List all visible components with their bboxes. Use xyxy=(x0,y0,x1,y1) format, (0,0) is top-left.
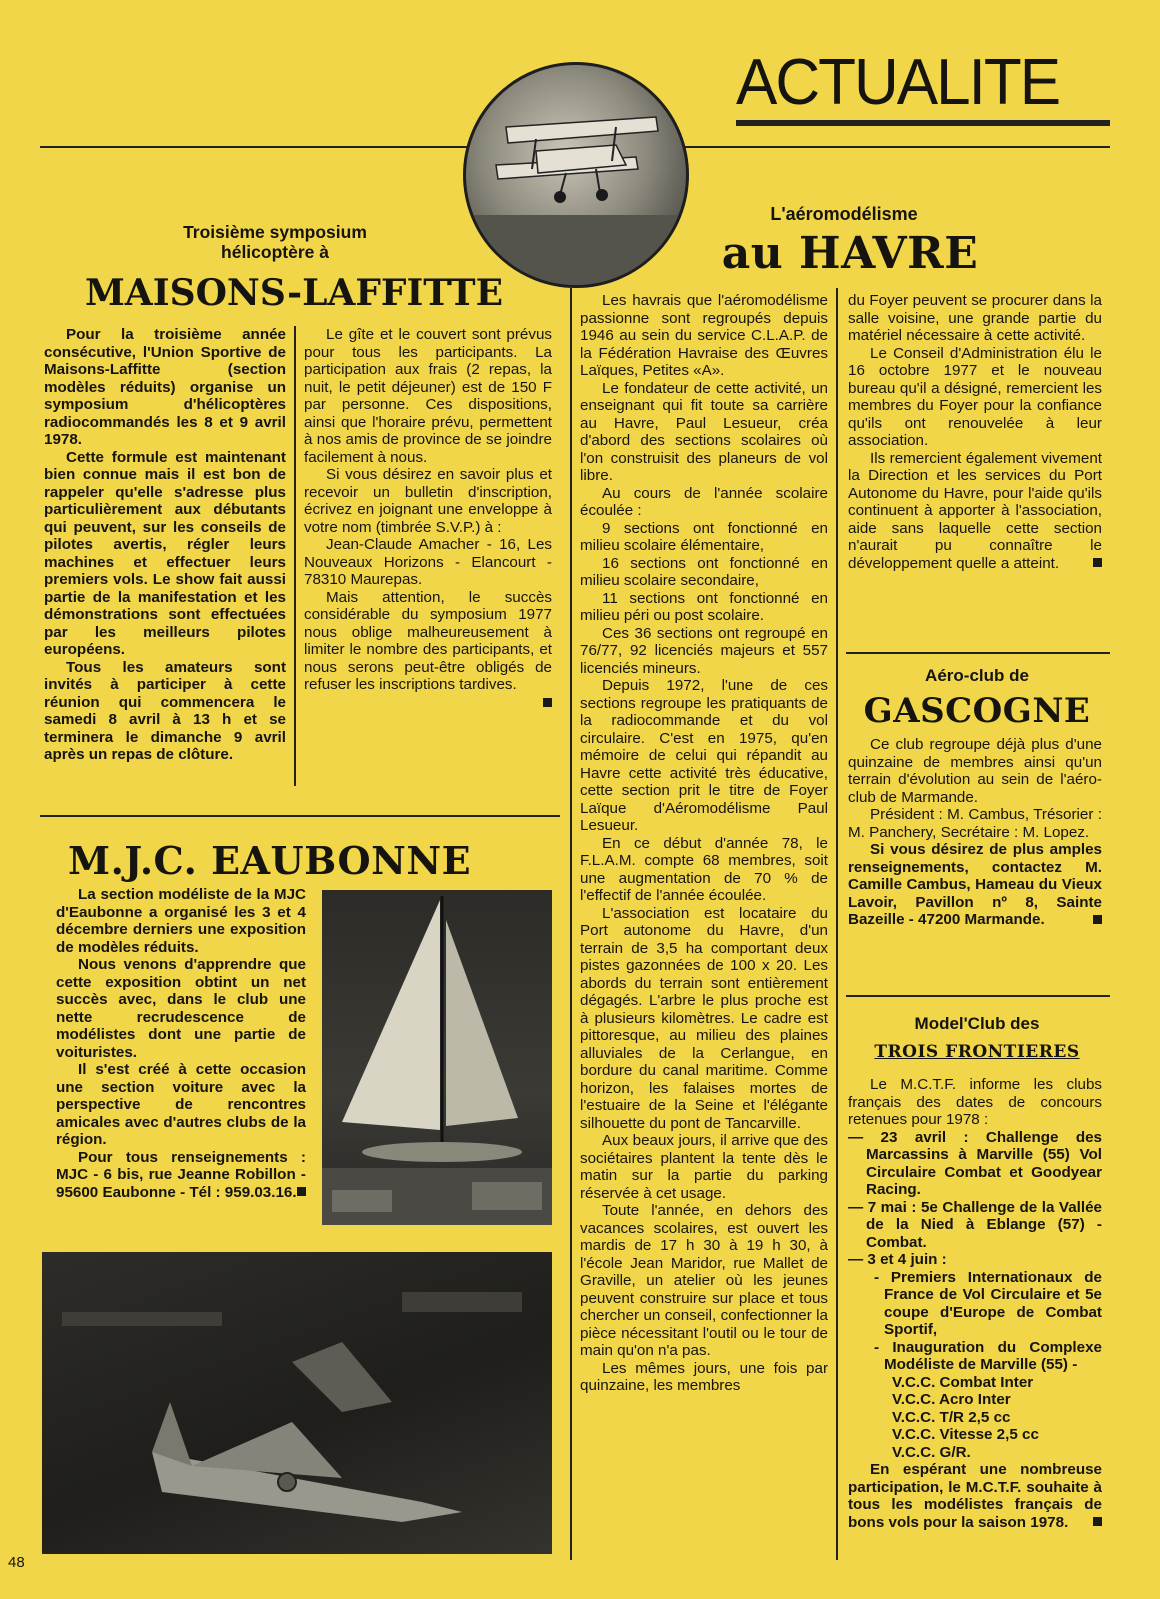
list-item: — 7 mai : 5e Challenge de la Vallée de la Nied à Eblange (57) - Combat. xyxy=(848,1198,1102,1251)
header-rule xyxy=(736,120,1110,126)
section-title: ACTUALITE xyxy=(736,46,1060,119)
paragraph: Le gîte et le couvert sont prévus pour tous les participants. La participation aux frais (2 repas, la nuit, le petit déjeuner) est de 150 F par personne. Ces dispositions, ainsi que l'horaire prévu, permettent à nos amis de province de se joindre facilement à nous. xyxy=(304,326,552,466)
paragraph: Tous les amateurs sont invités à participer à cette réunion qui commencera le samedi 8 avril à 13 h et se terminera le dimanche 9 avril après un repas de clôture. xyxy=(44,658,286,763)
paragraph: Toute l'année, en dehors des vacances scolaires, est ouvert les mardis de 17 h 30 à 19 h 30, à l'école Jean Maridor, rue Mallet de Graville, un atelier où les jeunes peuvent construire sur place et tous chercher un conseil, confectionner la pièce nécessitant l'outil ou le tour de main qu'on n'a pas. xyxy=(580,1202,828,1359)
paragraph: Pour tous renseignements : MJC - 6 bis, rue Jeanne Robillon - 95600 Eaubonne - Tél : 959.03.16. xyxy=(56,1148,306,1201)
trois-text xyxy=(848,1076,1102,1531)
vcc-category: V.C.C. Acro Inter xyxy=(892,1391,1011,1408)
paragraph: Le fondateur de cette activité, un enseignant qui fit toute sa carrière au Havre, Paul Lesueur, créa d'abord des sections scolaires où l'on construisit des planeurs de vol libre. xyxy=(580,379,828,484)
maisons-column-2 xyxy=(304,326,552,711)
paragraph: Ce club regroupe déjà plus d'une quinzaine de membres ainsi qu'un terrain d'évolution au sein de l'aéro-club de Marmande. xyxy=(848,736,1102,806)
vcc-category: V.C.C. Vitesse 2,5 cc xyxy=(892,1426,1039,1443)
vcc-category: V.C.C. Combat Inter xyxy=(892,1373,1034,1391)
paragraph: Nous venons d'apprendre que cette exposition obtint un net succès avec, dans le club une nette recrudescence de modélistes dont une partie de voituristes. xyxy=(56,956,306,1061)
column-rule xyxy=(836,288,838,1560)
sailboat-photo xyxy=(322,890,552,1225)
biplane-photo xyxy=(463,62,689,288)
column-rule xyxy=(570,288,572,1560)
end-square-icon xyxy=(1093,558,1102,567)
list-item: — 23 avril : Challenge des Marcassins à Marville (55) Vol Circulaire Combat et Goodyear Racing. xyxy=(848,1128,1102,1198)
paragraph: Cette formule est maintenant bien connue mais il est bon de rappeler qu'elle s'adresse plus particulièrement aux débutants qui peuvent, sur les conseils de pilotes avertis, régler leurs machines et effectuer leurs premiers vols. Le show fait aussi partie de la manifestation et les démonstrations sont effectuées par les meilleurs pilotes européens. xyxy=(44,448,286,658)
jet-aircraft-icon xyxy=(42,1252,552,1554)
paragraph: Si vous désirez de plus amples renseignements, contactez M. Camille Cambus, Hameau du Vieux Lavoir, Pavillon nº 8, Sainte Bazeille - 47200 Marmande. xyxy=(848,841,1102,928)
paragraph: Jean-Claude Amacher - 16, Les Nouveaux Horizons - Elancourt - 78310 Maurepas. xyxy=(304,536,552,588)
havre-title: au HAVRE xyxy=(721,228,979,279)
havre-kicker: L'aéromodélisme xyxy=(770,204,918,224)
page-number: 48 xyxy=(8,1554,25,1571)
paragraph: 9 sections ont fonctionné en milieu scolaire élémentaire, xyxy=(580,519,828,554)
paragraph: Si vous désirez en savoir plus et recevoir un bulletin d'inscription, écrivez en joignant une enveloppe à votre nom (timbrée S.V.P.) à : xyxy=(304,466,552,536)
paragraph: Pour la troisième année consécutive, l'Union Sportive de Maisons-Laffitte (section modèles réduits) organise un symposium d'hélicoptères radiocommandés les 8 et 9 avril 1978. xyxy=(44,326,286,448)
list-subitem: - Premiers Internationaux de France de Vol Circulaire et 5e coupe d'Europe de Combat Sportif, xyxy=(874,1268,1102,1338)
paragraph: Mais attention, le succès considérable du symposium 1977 nous oblige malheureusement à limiter le nombre des participants, et nous serons peut-être obligés de refuser les inscriptions tardives. xyxy=(304,588,552,693)
maisons-column-1 xyxy=(44,326,286,764)
section-rule xyxy=(846,652,1110,654)
end-square-icon xyxy=(297,1187,306,1196)
gascogne-kicker: Aéro-club de xyxy=(925,666,1029,685)
list-item: — 3 et 4 juin : xyxy=(848,1251,947,1268)
paragraph: Les mêmes jours, une fois par quinzaine, les membres xyxy=(580,1359,828,1394)
end-square-icon xyxy=(1093,915,1102,924)
paragraph: La section modéliste de la MJC d'Eaubonne a organisé les 3 et 4 décembre derniers une exposition de modèles réduits. xyxy=(56,886,306,956)
trois-kicker: Model'Club des xyxy=(914,1014,1040,1033)
trois-title: TROIS FRONTIERES xyxy=(874,1042,1080,1062)
paragraph: En espérant une nombreuse participation, le M.C.T.F. souhaite à tous les modélistes français de bons vols pour la saison 1978. xyxy=(848,1461,1102,1531)
paragraph: Aux beaux jours, il arrive que des sociétaires plantent la tente dès le matin sur la partie du parking réservée à cet usage. xyxy=(580,1132,828,1202)
section-header xyxy=(736,48,1108,118)
vcc-category: V.C.C. T/R 2,5 cc xyxy=(892,1408,1011,1426)
gascogne-title: GASCOGNE xyxy=(863,691,1091,731)
jet-models-photo xyxy=(42,1252,552,1554)
section-rule xyxy=(40,815,560,817)
sailboat-icon xyxy=(322,890,552,1225)
paragraph: En ce début d'année 78, le F.L.A.M. compte 68 membres, soit une augmentation de 70 % de l'effectif de l'année écoulée. xyxy=(580,834,828,904)
section-rule xyxy=(846,995,1110,997)
vcc-category: V.C.C. G/R. xyxy=(892,1443,971,1461)
eaubonne-text xyxy=(56,886,306,1201)
eaubonne-title: M.J.C. EAUBONNE xyxy=(68,838,472,883)
paragraph: Il s'est créé à cette occasion une section voiture avec la perspective de rencontres amicales avec d'autres clubs de la région. xyxy=(56,1061,306,1148)
paragraph: 16 sections ont fonctionné en milieu scolaire secondaire, xyxy=(580,554,828,589)
maisons-kicker: Troisième symposium hélicoptère à xyxy=(183,222,367,262)
end-square-icon xyxy=(543,698,552,707)
end-square-icon xyxy=(1093,1517,1102,1526)
paragraph: Le Conseil d'Administration élu le 16 octobre 1977 et le nouveau bureau qu'il a désigné, remercient les membres du Foyer pour la confiance qu'ils ont renouvelée à leur association. xyxy=(848,344,1102,449)
paragraph: Les havrais que l'aéromodélisme passionne sont regroupés depuis 1946 au sein du service C.L.A.P. de la Fédération Havraise des Œuvres Laïques, Petites «A». xyxy=(580,292,828,379)
paragraph: Depuis 1972, l'une de ces sections regroupe les pratiquants de la radiocommande et du vol circulaire. C'est en 1975, qu'en mémoire de celui qui répandit au Havre cette activité très éducative, cette section prit le titre de Foyer Laïque d'Aéromodélisme Paul Lesueur. xyxy=(580,677,828,834)
paragraph: 11 sections ont fonctionné en milieu péri ou post scolaire. xyxy=(580,589,828,624)
gascogne-text xyxy=(848,736,1102,928)
paragraph: Ils remercient également vivement la Direction et les services du Port Autonome du Havre, pour l'aide qu'ils continuent à apporter à l'association, aide sans laquelle cette section n'aurait pu connaître le développement quelle a atteint. xyxy=(848,449,1102,572)
paragraph: du Foyer peuvent se procurer dans la salle voisine, une grande partie du matériel nécessaire à cette activité. xyxy=(848,292,1102,344)
paragraph: L'association est locataire du Port autonome du Havre, d'un terrain de 3,5 ha comportant deux pistes gazonnées de 100 x 20. Les abords du terrain sont entièrement dégagés. L'arbre le plus proche est à plusieurs kilomètres. Le cadre est pittoresque, au milieu des plaines alluviales de la Cerlangue, en bordure du canal maritime. Comme horizon, les falaises mortes de l'estuaire de la Seine et l'élégante silhouette du pont de Tancarville. xyxy=(580,904,828,1132)
maisons-title: MAISONS-LAFFITTE xyxy=(84,272,504,314)
paragraph: Ces 36 sections ont regroupé en 76/77, 92 licenciés majeurs et 557 licenciés mineurs. xyxy=(580,624,828,677)
havre-column-2 xyxy=(848,292,1102,572)
paragraph: Le M.C.T.F. informe les clubs français des dates de concours retenues pour 1978 : xyxy=(848,1076,1102,1128)
havre-column-1 xyxy=(580,292,828,1395)
end-mark xyxy=(304,694,552,712)
paragraph: Président : M. Cambus, Trésorier : M. Panchery, Secrétaire : M. Lopez. xyxy=(848,806,1102,841)
list-subitem: - Inauguration du Complexe Modéliste de Marville (55) - xyxy=(874,1338,1102,1373)
biplane-icon xyxy=(466,65,686,285)
column-rule xyxy=(294,326,296,786)
paragraph: Au cours de l'année scolaire écoulée : xyxy=(580,484,828,519)
